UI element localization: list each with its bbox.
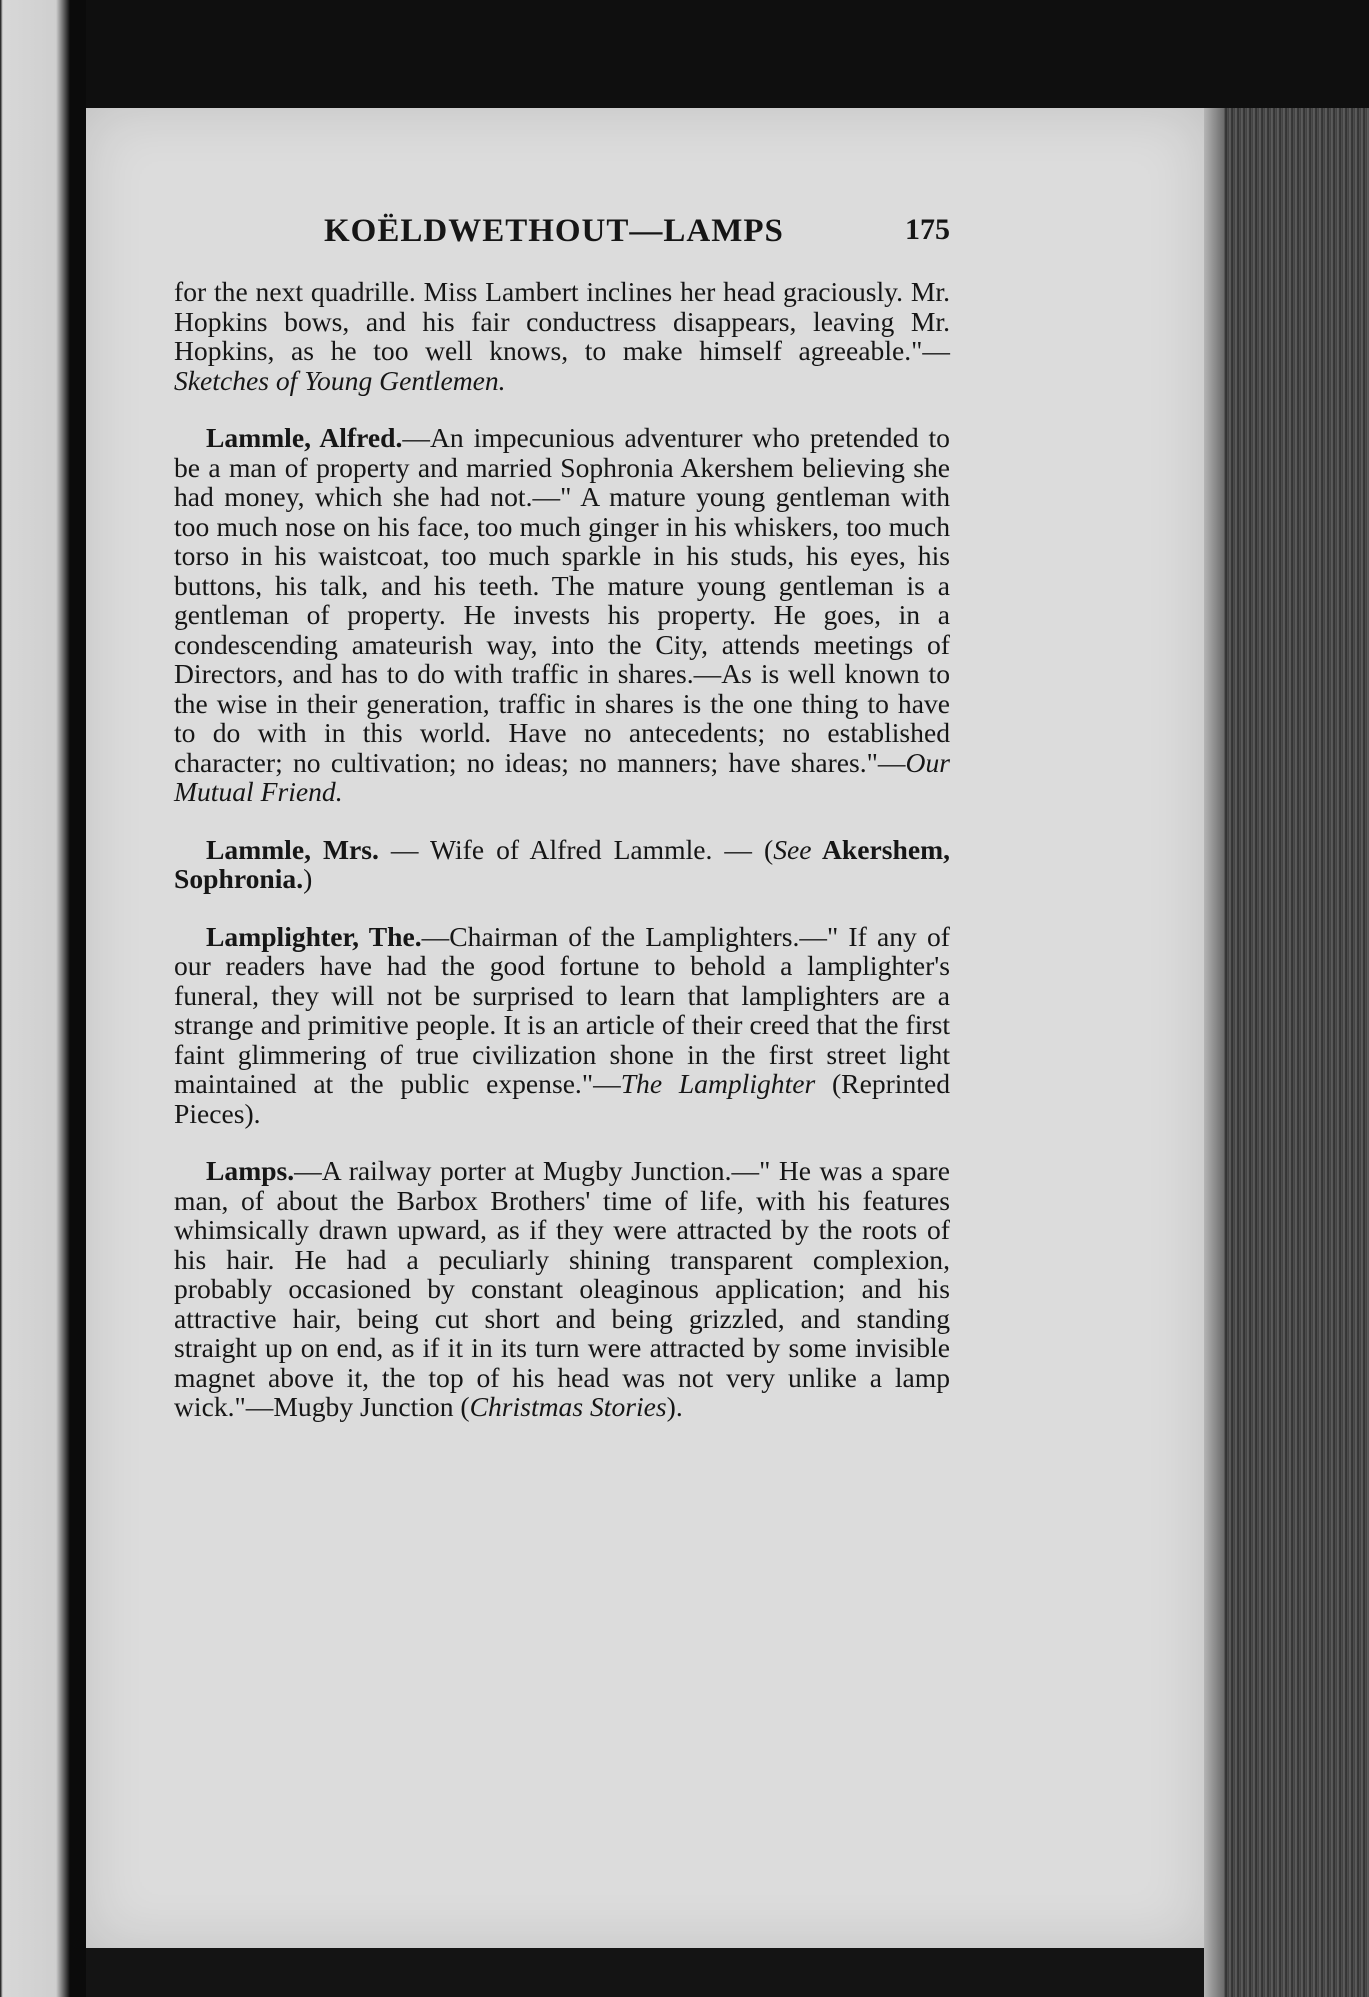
running-head [174,213,950,263]
entry-source: Our Mutual Friend. [174,746,950,807]
entry-tail: (Reprinted Pieces). [174,1068,950,1129]
entry-tail: ). [666,1391,683,1422]
entry-headword: Lamplighter, The. [206,920,422,952]
entry-lamplighter [174,922,950,1129]
facing-page-edge [0,0,70,1997]
entry-continuation [174,277,950,395]
scan-top-border [86,0,1369,108]
entry-lamps [174,1156,950,1422]
entry-lammle-alfred [174,423,950,807]
entry-lammle-mrs [174,835,950,894]
entry-source: The Lamplighter [620,1068,816,1099]
entry-body: for the next quadrille. Miss Lambert inclines her head graciously. Mr. Hopkins bows, and his fair conductress disappears, leaving Mr. Hopkins, as he too well knows, to make himself agreeable."— [174,276,950,366]
entry-see: See [773,833,812,865]
entry-headword: Lammle, Mrs. [206,833,379,865]
entry-headword: Lammle, Alfred. [206,422,403,453]
entry-tail: ) [303,863,313,894]
page-paper [86,108,1204,1948]
entry-body: —Chairman of the Lamplighters.—" If any of our readers have had the good fortune to behold a lamplighter's funeral, they will not be surprised to learn that lamplighters are a strange and primitive people. It is an article of their creed that the first faint glimmering of true civilization shone in the first street light maintained at the public expense."— [174,920,950,1099]
entry-body: —A railway porter at Mugby Junction.—" He was a spare man, of about the Barbox Brothers' time of life, with his features whimsically drawn upward, as if they were attracted by the roots of his hair. He had a peculiarly shining transparent complexion, probably occasioned by constant oleaginous application; and his attractive hair, being cut short and being grizzled, and standing straight up on end, as if it in its turn were attracted by some invisible magnet above it, the top of his head was not very unlike a lamp wick."—Mugby Junction ( [174,1155,950,1422]
page-number: 175 [905,213,950,246]
gutter-shadow [70,0,86,1997]
book-fore-edge [1204,108,1369,1997]
entry-source: Christmas Stories [469,1391,667,1422]
scan-bottom-border [86,1948,1204,1997]
entry-body: —An impecunious adventurer who pretended to be a man of property and married Sophronia Akershem believing she had money, which she had not.—" A mature young gentleman with too much nose on his face, too much ginger in his whiskers, too much torso in his waistcoat, too much sparkle in his studs, his eyes, his buttons, his talk, and his teeth. The mature young gentleman is a gentleman of property. He invests his property. He goes, in a condescending amateurish way, into the City, attends meetings of Directors, and has to do with traffic in shares.—As is well known to the wise in their generation, traffic in shares is the one thing to have to do with in this world. Have no antecedents; no established character; no cultivation; no ideas; no manners; have shares."— [174,422,950,778]
entry-body: — Wife of Alfred Lammle. — ( [378,833,774,865]
entry-source: Sketches of Young Gentlemen. [174,364,506,396]
entry-see-reference: Akershem, Sophronia. [174,833,950,894]
running-title: KOËLDWETHOUT—LAMPS [324,213,784,249]
page-content [174,213,950,1450]
entry-headword: Lamps. [206,1155,295,1186]
